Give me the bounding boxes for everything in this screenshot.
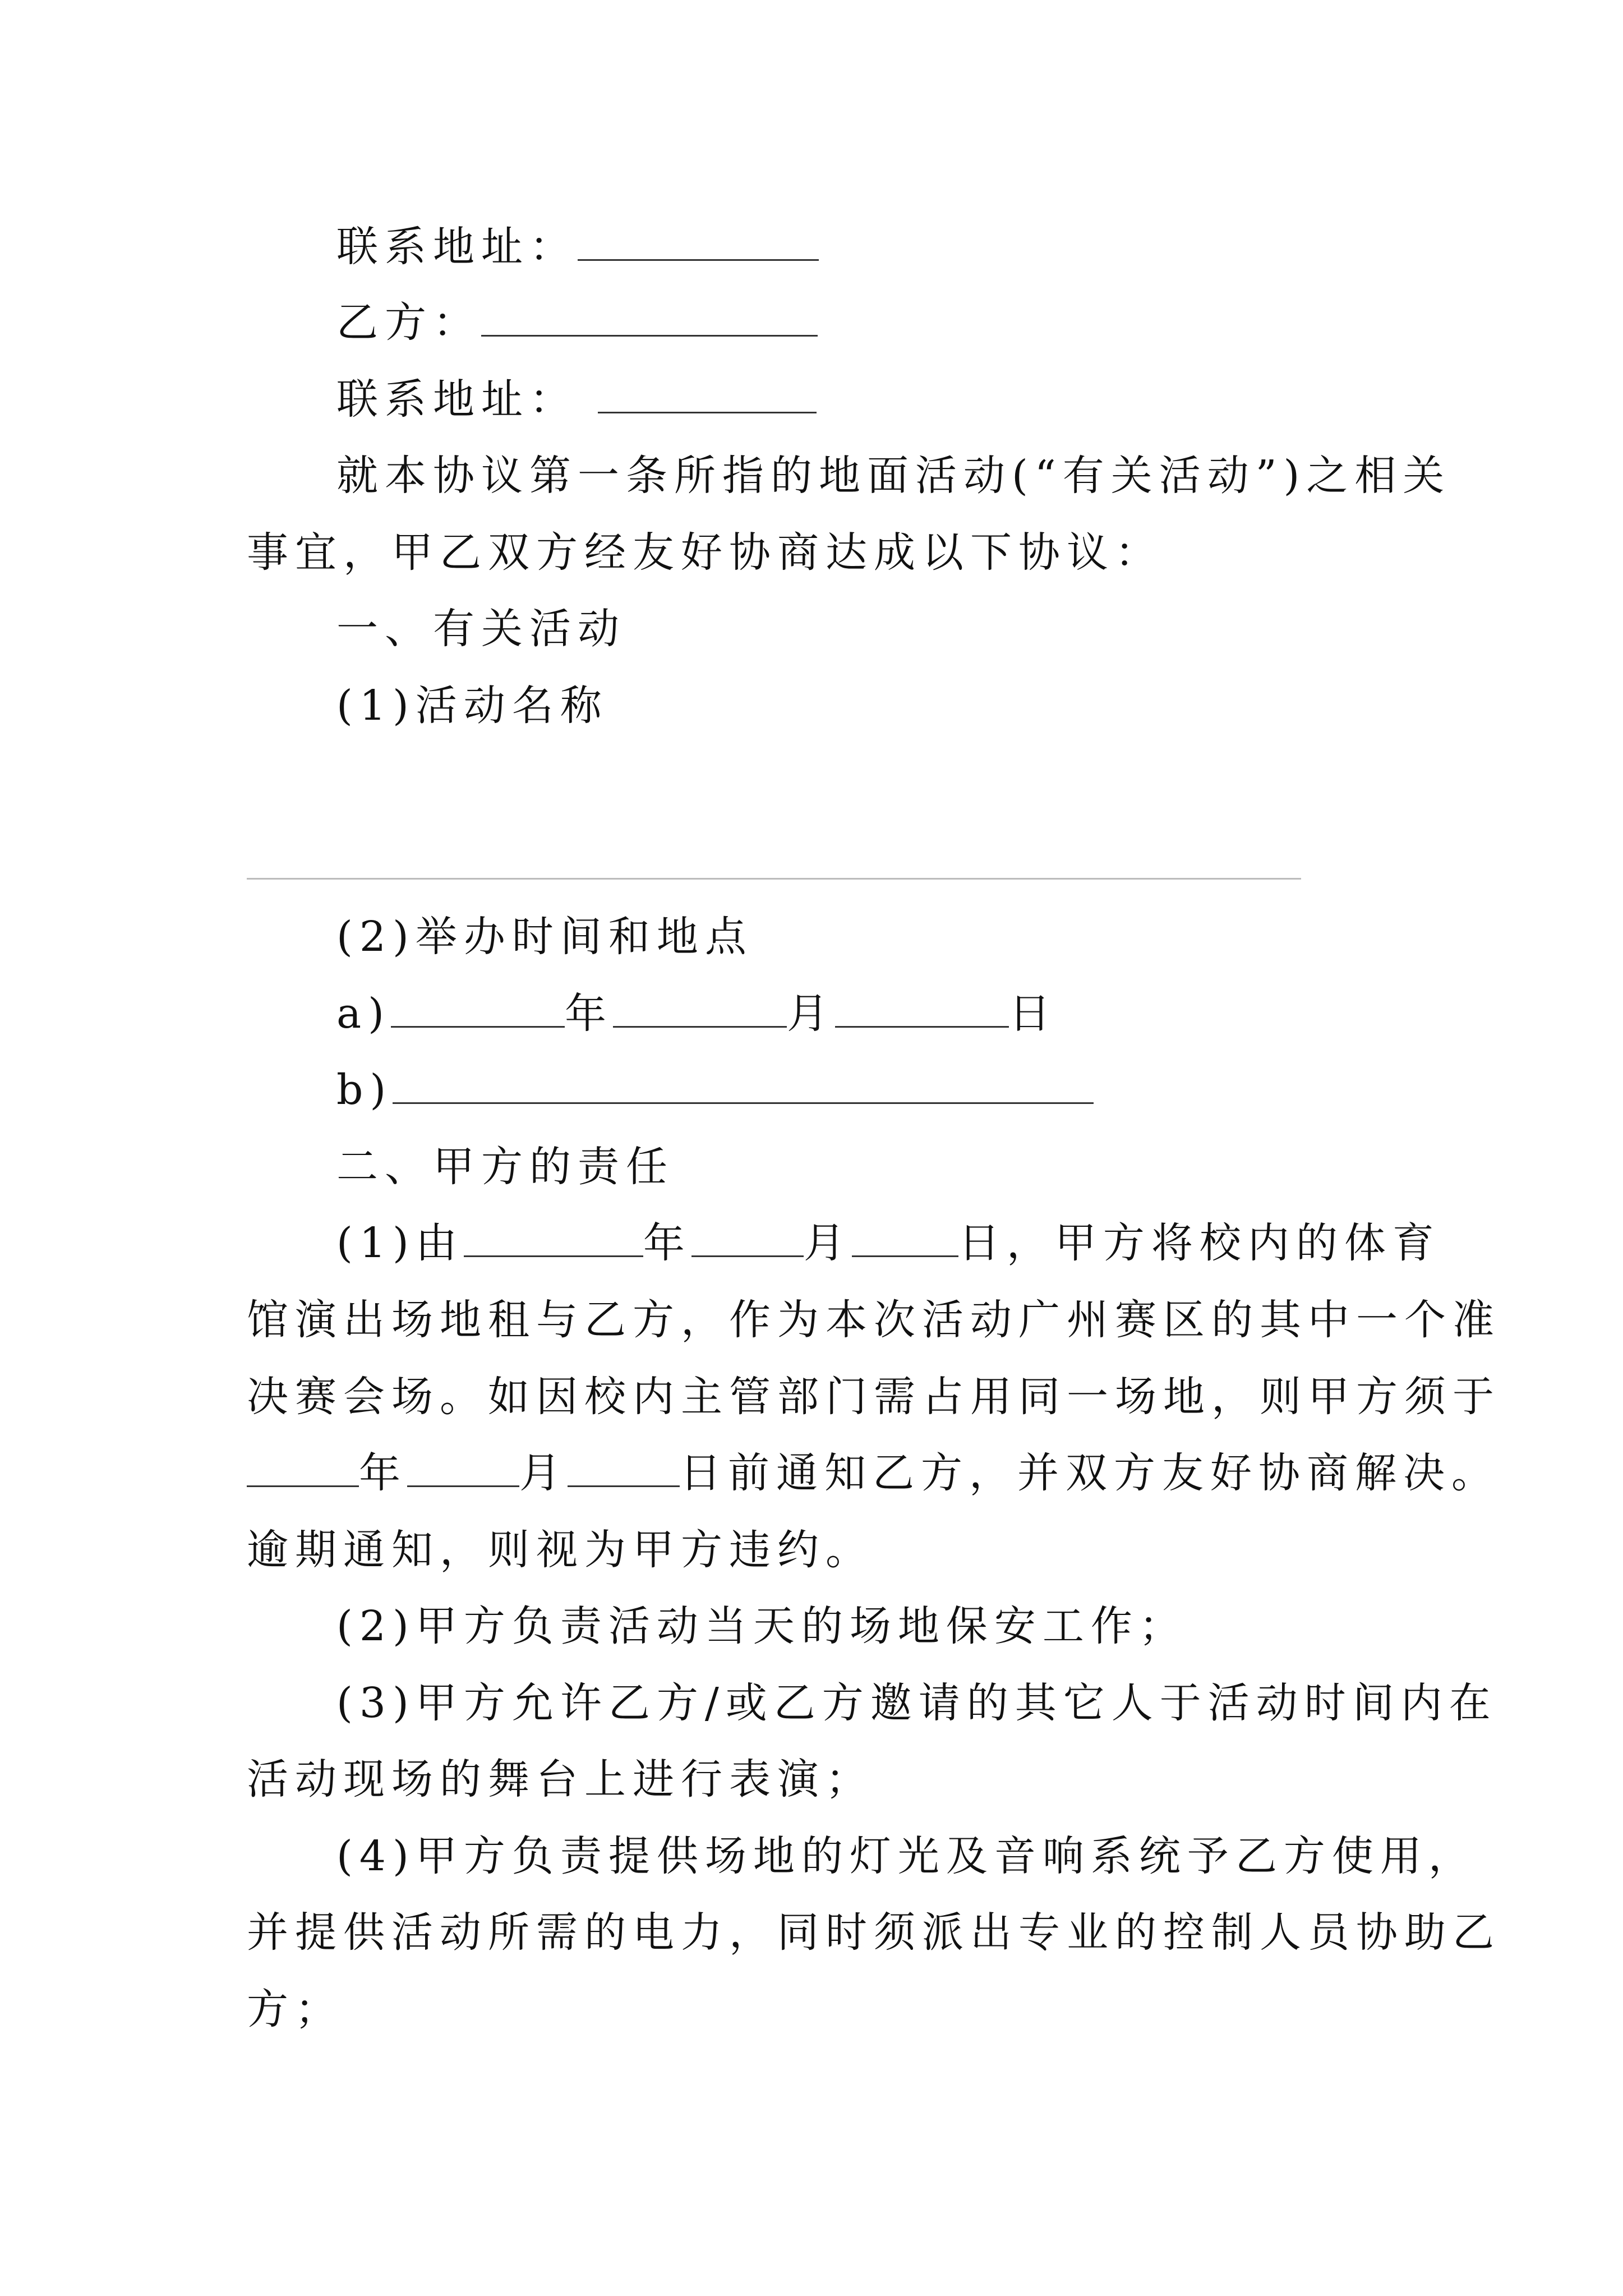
notice-year-blank <box>247 1451 359 1487</box>
section-2-item-4-line-3: 方； <box>247 1985 343 2033</box>
date-a-month-label: 月 <box>787 990 835 1038</box>
party-b-name-blank <box>481 300 818 337</box>
date-a-day-blank <box>835 991 1009 1028</box>
date-a-day-label: 日 <box>1009 990 1057 1038</box>
section-2-item-1-line-3: 决赛会场。如因校内主管部门需占用同一场地，则甲方须于 <box>247 1373 1501 1421</box>
party-b-line <box>336 295 818 351</box>
section-2-item-3-line-2: 活动现场的舞台上进行表演； <box>247 1755 874 1803</box>
notice-day-suffix: 日前通知乙方，并双方友好协商解决。 <box>680 1449 1500 1497</box>
date-a-month-blank <box>613 991 787 1028</box>
item-1-day-blank <box>852 1221 958 1257</box>
party-b-address-label: 联系地址： <box>336 375 578 424</box>
item-1-year-label: 年 <box>643 1219 691 1267</box>
location-b-blank <box>393 1068 1094 1104</box>
party-a-address-blank <box>578 224 819 261</box>
item-1-day-suffix: 日，甲方将校内的体育 <box>958 1219 1441 1267</box>
section-2-item-1-line-2: 馆演出场地租与乙方，作为本次活动广州赛区的其中一个准 <box>247 1296 1501 1344</box>
section-2-item-1-line-1 <box>336 1215 1441 1271</box>
party-b-label: 乙方： <box>336 298 481 347</box>
notice-month-blank <box>407 1451 519 1487</box>
section-1-item-1: (1)活动名称 <box>336 682 608 730</box>
party-b-address-blank <box>598 377 817 413</box>
activity-name-underline <box>247 878 1301 880</box>
section-1-heading: 一、有关活动 <box>336 605 626 653</box>
item-1-month-label: 月 <box>803 1219 852 1267</box>
section-2-item-1-line-5: 逾期通知，则视为甲方违约。 <box>247 1526 874 1574</box>
date-a-year-label: 年 <box>565 990 613 1038</box>
notice-month-label: 月 <box>519 1449 568 1497</box>
section-2-heading: 二、甲方的责任 <box>336 1143 674 1191</box>
party-b-address-line <box>336 371 817 427</box>
section-2-item-4-line-2: 并提供活动所需的电力，同时须派出专业的控制人员协助乙 <box>247 1908 1501 1957</box>
section-2-item-2: (2)甲方负责活动当天的场地保安工作； <box>336 1602 1187 1650</box>
section-2-item-3-line-1: (3)甲方允许乙方/或乙方邀请的其它人于活动时间内在 <box>336 1679 1497 1727</box>
party-a-address-label: 联系地址： <box>336 223 578 271</box>
location-b-prefix: b) <box>336 1066 393 1114</box>
notice-day-blank <box>568 1451 680 1487</box>
item-1-prefix: (1)由 <box>336 1219 464 1267</box>
intro-line-1: 就本协议第一条所指的地面活动(“有关活动”)之相关 <box>336 452 1451 500</box>
date-line-a <box>336 986 1057 1042</box>
intro-line-2: 事宜，甲乙双方经友好协商达成以下协议： <box>247 528 1163 577</box>
item-1-month-blank <box>691 1221 804 1257</box>
date-a-year-blank <box>391 991 565 1028</box>
section-2-item-4-line-1: (4)甲方负责提供场地的灯光及音响系统予乙方使用， <box>336 1832 1477 1880</box>
notice-year-label: 年 <box>359 1449 407 1497</box>
section-1-item-2: (2)举办时间和地点 <box>336 913 753 961</box>
party-a-address-line <box>336 219 819 275</box>
date-a-prefix: a) <box>336 990 391 1038</box>
section-2-item-1-line-4 <box>247 1445 1500 1501</box>
location-line-b <box>336 1062 1094 1118</box>
item-1-year-blank <box>464 1221 643 1257</box>
